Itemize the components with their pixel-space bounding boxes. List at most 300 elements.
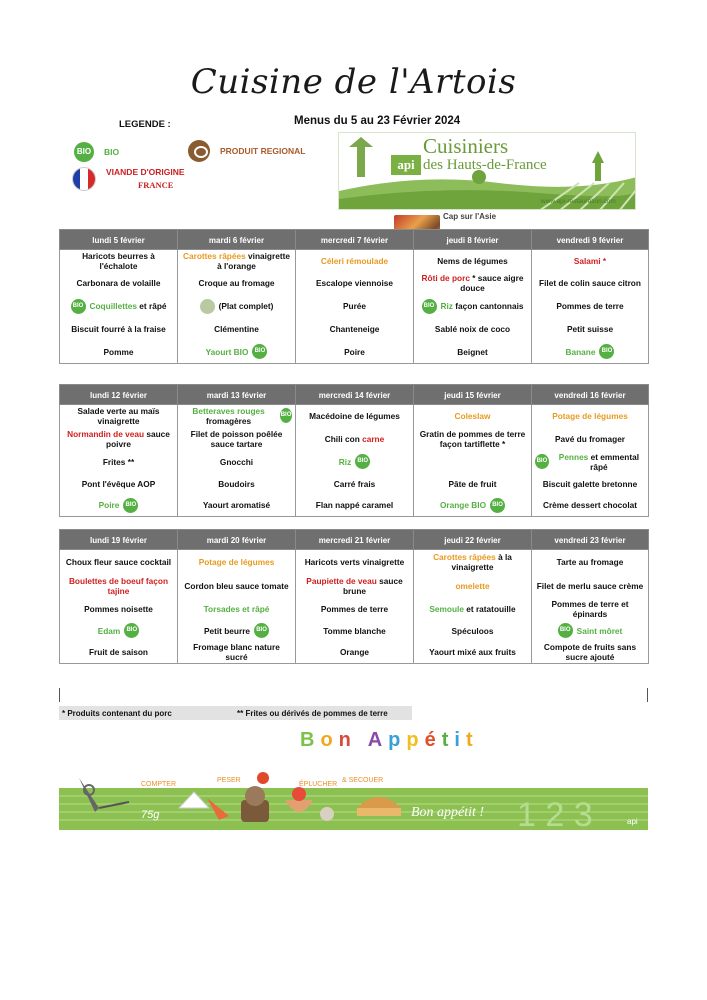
- dish-text: et emmental râpé: [588, 451, 640, 472]
- menu-cell: [60, 598, 178, 620]
- dish-text: Pommes noisette: [84, 603, 153, 614]
- menu-cell: [60, 495, 178, 517]
- dish-name: [204, 626, 250, 636]
- footer-numbers: 1 2 3: [517, 796, 593, 830]
- dish-name: [184, 581, 288, 591]
- dish-name: [452, 626, 494, 636]
- day-header: mardi 13 février: [178, 385, 296, 405]
- dish-text: Rôti de porc: [421, 273, 470, 283]
- menu-cell: [296, 495, 414, 517]
- dish-name: [63, 251, 174, 271]
- dish-text: Gnocchi: [219, 456, 254, 467]
- dish-name: [204, 604, 270, 614]
- menu-cell: [532, 620, 649, 642]
- dish-name: [543, 479, 638, 489]
- bio-icon: BIO: [558, 623, 573, 638]
- dish-text: Pennes: [558, 451, 589, 462]
- dish-name: [449, 479, 497, 489]
- day-header: mardi 20 février: [178, 530, 296, 550]
- kitchen-tools-illustration: [59, 768, 648, 830]
- dish-name: [537, 581, 644, 591]
- menu-cell: [414, 295, 532, 318]
- bio-icon: BIO: [254, 623, 269, 638]
- page-title: Cuisine de l'Artois: [190, 62, 517, 102]
- dish-text: et râpé: [136, 301, 167, 311]
- menu-cell: [60, 341, 178, 364]
- menu-row: [60, 341, 649, 364]
- bio-icon: BIO: [535, 454, 549, 469]
- dish-text: carne: [362, 433, 385, 444]
- menu-cell: [414, 250, 532, 272]
- menu-cell: [296, 250, 414, 272]
- bio-icon: BIO: [355, 454, 370, 469]
- dish-text: sauce brune: [342, 575, 403, 596]
- footer-word-3: ÉPLUCHER: [299, 781, 338, 788]
- dish-text: Tarte au fromage: [556, 556, 624, 567]
- menu-cell: [60, 620, 178, 642]
- footer-api-logo: api: [627, 817, 638, 826]
- dish-text: Filet de colin sauce citron: [539, 278, 641, 288]
- dish-text: (Plat complet): [218, 301, 274, 311]
- dish-name: [104, 347, 134, 357]
- legend-label: LEGENDE :: [119, 119, 171, 130]
- bio-icon: BIO: [599, 344, 614, 359]
- menu-cell: [178, 318, 296, 341]
- menu-cell: [296, 272, 414, 295]
- api-logo: api: [391, 155, 421, 175]
- bon-appetit-heading: [300, 729, 479, 752]
- dish-text: Pont l'évêque AOP: [81, 478, 156, 489]
- bio-icon: BIO: [280, 408, 292, 423]
- menu-cell: [296, 473, 414, 495]
- dish-name: [435, 324, 510, 334]
- dish-name: [99, 500, 120, 510]
- menu-row: [60, 598, 649, 620]
- dish-name: [323, 626, 386, 636]
- dish-name: [567, 324, 613, 334]
- menu-cell: [532, 295, 649, 318]
- footnote-fries: ** Frites ou dérivés de pommes de terre: [237, 709, 388, 718]
- menu-period: Menus du 5 au 23 Février 2024: [294, 115, 461, 127]
- dish-text: Boudoirs: [218, 478, 255, 489]
- footer-script: Bon appétit !: [411, 805, 485, 820]
- dish-name: [343, 301, 366, 311]
- footnote-pork: * Produits contenant du porc: [62, 709, 172, 718]
- bon-appetit-letter: é: [424, 729, 442, 751]
- dish-text: Carottes râpées: [183, 250, 246, 261]
- banner-url: www.api-restauration.com: [541, 198, 616, 205]
- menu-cell: [178, 620, 296, 642]
- dish-text: Crème dessert chocolat: [542, 500, 638, 511]
- bon-appetit-letter: A: [367, 729, 389, 751]
- banner-title-line2: des Hauts-de-France: [423, 157, 547, 173]
- legend-origin-line1: VIANDE D'ORIGINE: [106, 167, 185, 177]
- menu-cell: [178, 272, 296, 295]
- dish-name: [557, 557, 624, 567]
- menu-cell: [414, 550, 532, 574]
- dish-text: Céleri rémoulade: [320, 255, 389, 266]
- dish-name: [457, 347, 487, 357]
- dish-name: [566, 347, 596, 357]
- day-header: jeudi 15 février: [414, 385, 532, 405]
- menu-cell: [414, 574, 532, 598]
- dish-name: [543, 500, 637, 510]
- legend-bio: [74, 142, 119, 162]
- dish-name: [325, 434, 384, 444]
- menu-cell: [296, 295, 414, 318]
- menu-cell: [296, 550, 414, 574]
- menu-cell: [178, 598, 296, 620]
- dish-name: [555, 434, 625, 444]
- menu-cell: [178, 473, 296, 495]
- menu-cell: [296, 451, 414, 473]
- menu-cell: [414, 318, 532, 341]
- regional-product-icon: [188, 140, 210, 162]
- bon-appetit-letter: t: [441, 729, 455, 751]
- dish-name: [429, 604, 515, 614]
- dish-name: [219, 301, 274, 311]
- menu-cell: [414, 598, 532, 620]
- menu-row: [60, 495, 649, 517]
- menu-row: [60, 427, 649, 451]
- dish-name: [305, 557, 405, 567]
- dish-name: [417, 552, 528, 572]
- legend-origin: [72, 166, 185, 192]
- menu-cell: [296, 427, 414, 451]
- theme-label: Cap sur l'Asie: [443, 212, 497, 221]
- dish-name: [198, 278, 274, 288]
- dish-name: [552, 411, 628, 421]
- day-header: vendredi 16 février: [532, 385, 649, 405]
- dish-name: [334, 479, 376, 489]
- footer-illustration: [59, 768, 648, 830]
- day-header: mercredi 21 février: [296, 530, 414, 550]
- week-table-3: [59, 529, 649, 664]
- dish-text: Pomme: [103, 346, 134, 357]
- bon-appetit-letter: i: [454, 729, 466, 751]
- menu-cell: [178, 295, 296, 318]
- dish-text: Edam: [97, 625, 121, 636]
- dish-text: Riz: [440, 301, 453, 311]
- dish-text: Fruit de saison: [88, 647, 148, 658]
- dish-name: [539, 278, 641, 288]
- menu-cell: [296, 598, 414, 620]
- dish-text: Banane: [565, 346, 596, 357]
- dish-text: Macédoine de légumes: [309, 410, 400, 421]
- dish-text: Pavé du fromager: [554, 433, 626, 444]
- footer-word-2: PESER: [217, 777, 241, 784]
- dish-text: Haricots beurres à l'échalote: [82, 250, 155, 271]
- dish-name: [339, 457, 351, 467]
- dish-name: [220, 457, 253, 467]
- dish-name: [321, 604, 388, 614]
- menu-cell: [532, 495, 649, 517]
- dish-text: Purée: [342, 301, 367, 311]
- menu-cell: [296, 405, 414, 427]
- menu-cell: [532, 427, 649, 451]
- dish-text: Biscuit galette bretonne: [542, 478, 638, 489]
- menu-cell: [60, 473, 178, 495]
- dish-name: [316, 500, 393, 510]
- dish-name: [71, 324, 166, 334]
- dish-text: Normandin de veau: [67, 428, 145, 439]
- dish-name: [90, 301, 167, 311]
- bon-appetit-letter: n: [338, 729, 357, 751]
- dish-name: [66, 557, 171, 567]
- dish-text: Potage de légumes: [552, 410, 628, 421]
- dish-name: [98, 626, 121, 636]
- menu-cell: [60, 451, 178, 473]
- legend-bio-label: BIO: [104, 147, 120, 157]
- legend-regional-label: PRODUIT REGIONAL: [220, 146, 306, 156]
- dish-name: [535, 599, 645, 619]
- french-flag-icon: [72, 167, 96, 191]
- dish-text: Yaourt BIO: [205, 346, 249, 357]
- dish-name: [417, 273, 528, 293]
- dish-text: * sauce aigre douce: [460, 273, 524, 293]
- menu-row: [60, 620, 649, 642]
- dish-name: [455, 411, 491, 421]
- dish-text: Flan nappé caramel: [315, 500, 394, 511]
- legend-regional: [188, 140, 305, 162]
- dish-name: [63, 429, 174, 449]
- dish-text: Pommes de terre: [320, 603, 389, 614]
- dish-name: [63, 406, 174, 426]
- dish-name: [214, 324, 259, 334]
- bon-appetit-letter: t: [465, 729, 479, 751]
- dish-name: [535, 642, 645, 662]
- dish-text: Nems de légumes: [437, 255, 508, 266]
- dish-text: Carré frais: [333, 478, 376, 489]
- menu-cell: [178, 405, 296, 427]
- menu-cell: [532, 598, 649, 620]
- menu-cell: [532, 451, 649, 473]
- menu-cell: [60, 318, 178, 341]
- dish-text: Petit beurre: [203, 625, 251, 636]
- dish-name: [63, 576, 174, 596]
- dish-text: *: [600, 255, 607, 266]
- menu-row: [60, 642, 649, 664]
- menu-cell: [60, 550, 178, 574]
- dish-name: [556, 301, 623, 311]
- menu-cell: [532, 341, 649, 364]
- dish-name: [417, 429, 528, 449]
- dish-text: Chili con: [324, 433, 363, 444]
- dish-name: [577, 626, 623, 636]
- dish-text: Potage de légumes: [198, 556, 275, 567]
- week-table-2: [59, 384, 649, 517]
- dish-text: façon cantonnais: [452, 301, 524, 311]
- bon-appetit-letter: p: [388, 729, 407, 751]
- dish-text: Yaourt mixé aux fruits: [429, 647, 516, 658]
- menu-cell: [178, 642, 296, 664]
- dish-text: Betteraves rouges: [192, 405, 265, 416]
- menu-cell: [296, 574, 414, 598]
- dish-text: Pâte de fruit: [448, 478, 497, 489]
- footer-word-4: & SECOUER: [342, 777, 384, 784]
- bio-icon: BIO: [124, 623, 139, 638]
- dish-name: [199, 557, 275, 567]
- menu-cell: [414, 473, 532, 495]
- dish-text: Croque au fromage: [198, 278, 275, 288]
- dish-text: Beignet: [457, 346, 488, 357]
- dish-text: Carottes râpées: [433, 551, 496, 562]
- dish-text: Riz: [338, 456, 352, 467]
- menu-cell: [414, 405, 532, 427]
- dish-name: [181, 642, 292, 662]
- menu-cell: [414, 272, 532, 295]
- dish-text: Orange: [339, 647, 370, 658]
- dish-name: [299, 576, 410, 596]
- dish-text: Semoule: [429, 603, 464, 614]
- dish-name: [309, 411, 400, 421]
- menu-cell: [414, 620, 532, 642]
- menu-cell: [60, 574, 178, 598]
- dish-name: [84, 604, 153, 614]
- dish-text: Coquillettes: [89, 301, 137, 311]
- menu-cell: [414, 427, 532, 451]
- dish-text: Saint môret: [576, 625, 623, 636]
- menu-cell: [532, 405, 649, 427]
- dish-text: à la vinaigrette: [451, 551, 512, 572]
- menu-cell: [178, 427, 296, 451]
- dish-text: Pommes de terre et épinards: [551, 598, 629, 619]
- menu-cell: [532, 250, 649, 272]
- dish-name: [181, 429, 292, 449]
- bon-appetit-letter: o: [320, 729, 339, 751]
- dish-text: Clémentine: [214, 324, 259, 334]
- menu-cell: [296, 620, 414, 642]
- dish-name: [77, 278, 161, 288]
- dish-name: [437, 256, 508, 266]
- dish-name: [321, 256, 388, 266]
- dish-name: [181, 406, 276, 426]
- dish-name: [218, 479, 254, 489]
- dish-text: Sablé noix de coco: [434, 324, 511, 334]
- day-header: mardi 6 février: [178, 230, 296, 250]
- dish-text: Filet de merlu sauce crème: [536, 580, 644, 591]
- menu-cell: [296, 341, 414, 364]
- menu-cell: [60, 642, 178, 664]
- dish-name: [82, 479, 156, 489]
- menu-cell: [414, 451, 532, 473]
- dish-name: [340, 647, 369, 657]
- menu-row: [60, 473, 649, 495]
- dish-text: Orange BIO: [439, 500, 487, 511]
- dish-name: [440, 500, 486, 510]
- footnotes: [59, 706, 412, 720]
- dish-name: [316, 278, 393, 288]
- dish-text: et ratatouille: [463, 603, 516, 614]
- divider-right: [647, 688, 648, 702]
- day-header: vendredi 9 février: [532, 230, 649, 250]
- dish-text: vinaigrette à l'orange: [217, 250, 290, 271]
- dish-text: Biscuit fourré à la fraise: [71, 324, 166, 334]
- day-header: jeudi 8 février: [414, 230, 532, 250]
- menu-cell: [296, 642, 414, 664]
- dish-text: Compote de fruits sans sucre ajouté: [543, 642, 637, 663]
- day-header: vendredi 23 février: [532, 530, 649, 550]
- menu-row: [60, 318, 649, 341]
- dish-text: sauce poivre: [106, 428, 170, 449]
- dish-name: [330, 324, 380, 334]
- dish-name: [203, 500, 270, 510]
- menu-cell: [414, 341, 532, 364]
- menu-cell: [178, 451, 296, 473]
- menu-cell: [414, 495, 532, 517]
- bon-appetit-letter: [357, 729, 368, 751]
- bio-icon: BIO: [490, 498, 505, 513]
- dish-text: Poire: [98, 500, 120, 511]
- day-header: jeudi 22 février: [414, 530, 532, 550]
- bon-appetit-letter: p: [406, 729, 425, 751]
- dish-text: Spéculoos: [451, 625, 494, 636]
- dish-text: Gratin de pommes de terre façon tartiflette *: [419, 428, 526, 449]
- menu-row: [60, 272, 649, 295]
- dish-name: [181, 251, 292, 271]
- day-header: mercredi 7 février: [296, 230, 414, 250]
- day-header: lundi 5 février: [60, 230, 178, 250]
- menu-row: [60, 550, 649, 574]
- dish-text: Torsades et râpé: [203, 603, 270, 614]
- menu-cell: [178, 550, 296, 574]
- menu-cell: [532, 318, 649, 341]
- menu-cell: [178, 495, 296, 517]
- dish-name: [206, 347, 249, 357]
- dish-text: Salami: [573, 255, 601, 266]
- banner-title-line1: Cuisiniers: [423, 134, 509, 158]
- menu-cell: [60, 295, 178, 318]
- dish-name: [553, 452, 645, 472]
- legend-origin-line2: FRANCE: [138, 180, 174, 190]
- dish-text: Chanteneige: [329, 324, 380, 334]
- dish-text: Choux fleur sauce cocktail: [65, 556, 172, 567]
- menu-cell: [178, 574, 296, 598]
- footer-word-1: COMPTER: [141, 781, 176, 788]
- menu-cell: [532, 272, 649, 295]
- bio-icon: BIO: [252, 344, 267, 359]
- menu-cell: [60, 405, 178, 427]
- dish-text: Boulettes de boeuf façon tajine: [68, 575, 169, 596]
- menu-cell: [296, 318, 414, 341]
- dish-text: fromagères: [205, 415, 252, 426]
- menu-row: [60, 295, 649, 318]
- dish-text: Poire: [344, 346, 365, 357]
- bio-icon: BIO: [74, 142, 94, 162]
- divider-left: [59, 688, 60, 702]
- dish-text: Haricots verts vinaigrette: [304, 556, 405, 567]
- dish-text: Frites **: [102, 456, 135, 467]
- dish-name: [455, 581, 489, 591]
- menu-cell: [532, 550, 649, 574]
- menu-cell: [178, 341, 296, 364]
- menu-cell: [532, 642, 649, 664]
- day-header: lundi 19 février: [60, 530, 178, 550]
- menu-cell: [60, 427, 178, 451]
- dish-text: omelette: [455, 580, 490, 591]
- week-table-1: [59, 229, 649, 364]
- menu-cell: [532, 473, 649, 495]
- bon-appetit-letter: B: [300, 729, 321, 751]
- dish-text: Escalope viennoise: [315, 278, 393, 288]
- dish-text: Paupiette de veau: [306, 575, 377, 586]
- dish-text: Yaourt aromatisé: [202, 500, 271, 511]
- dish-text: Tomme blanche: [323, 625, 386, 636]
- bio-icon: BIO: [123, 498, 138, 513]
- dish-text: Cordon bleu sauce tomate: [184, 580, 289, 591]
- menu-row: [60, 451, 649, 473]
- dish-text: Carbonara de volaille: [76, 278, 161, 288]
